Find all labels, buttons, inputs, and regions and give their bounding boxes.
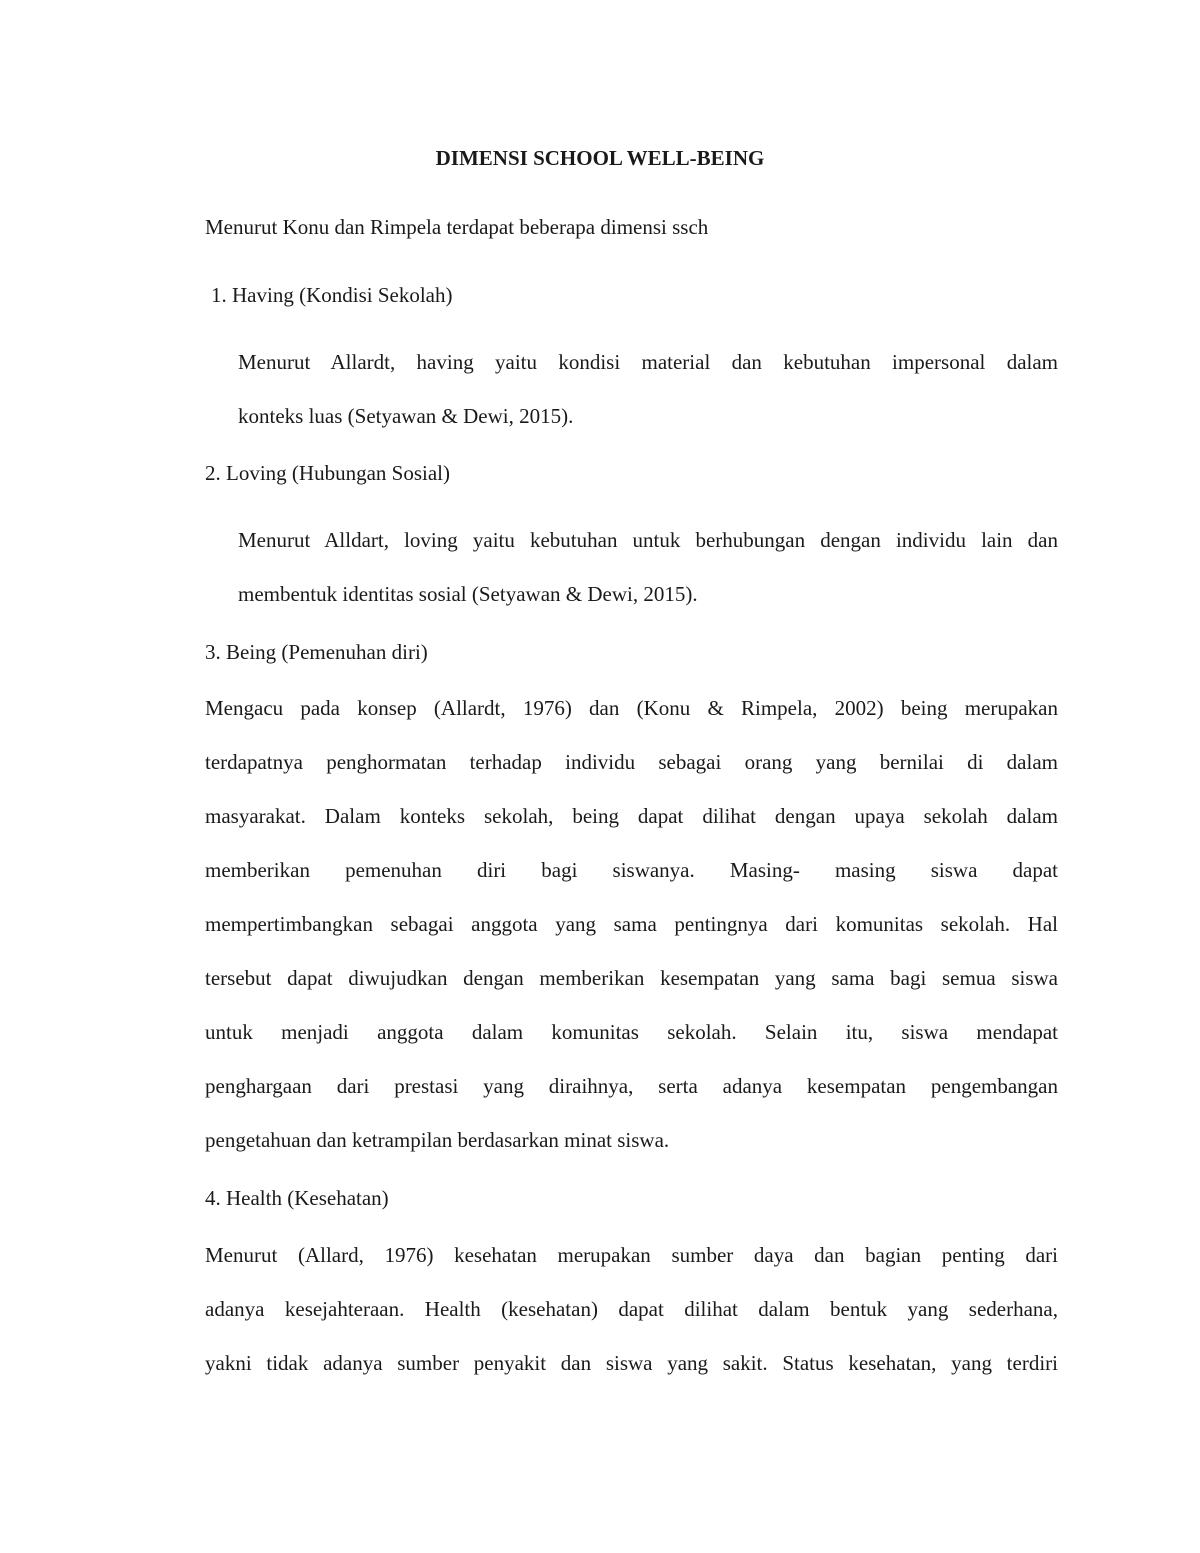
health-line-2: adanya kesejahteraan. Health (kesehatan) dapat dilihat dalam bentuk yang sederhana,	[205, 1297, 1058, 1321]
being-line-3: masyarakat. Dalam konteks sekolah, being dapat dilihat dengan upaya sekolah dalam	[205, 804, 1058, 828]
intro-paragraph: Menurut Konu dan Rimpela terdapat beberapa dimensi ssch	[205, 215, 709, 239]
health-line-1: Menurut (Allard, 1976) kesehatan merupakan sumber daya dan bagian penting dari	[205, 1243, 1058, 1267]
being-line-6: tersebut dapat diwujudkan dengan memberikan kesempatan yang sama bagi semua siswa	[205, 966, 1058, 990]
page-title: DIMENSI SCHOOL WELL-BEING	[435, 146, 765, 170]
section-heading-loving: 2. Loving (Hubungan Sosial)	[205, 461, 450, 485]
being-line-8: penghargaan dari prestasi yang diraihnya, serta adanya kesempatan pengembangan	[205, 1074, 1058, 1098]
being-line-4: memberikan pemenuhan diri bagi siswanya. Masing- masing siswa dapat	[205, 858, 1058, 882]
having-line-2: konteks luas (Setyawan & Dewi, 2015).	[238, 404, 574, 428]
health-line-3: yakni tidak adanya sumber penyakit dan siswa yang sakit. Status kesehatan, yang terdiri	[205, 1351, 1058, 1375]
being-line-1: Mengacu pada konsep (Allardt, 1976) dan (Konu & Rimpela, 2002) being merupakan	[205, 696, 1058, 720]
section-heading-being: 3. Being (Pemenuhan diri)	[205, 640, 428, 664]
being-line-7: untuk menjadi anggota dalam komunitas sekolah. Selain itu, siswa mendapat	[205, 1020, 1058, 1044]
section-heading-health: 4. Health (Kesehatan)	[205, 1186, 389, 1210]
being-line-9: pengetahuan dan ketrampilan berdasarkan minat siswa.	[205, 1128, 670, 1152]
loving-line-2: membentuk identitas sosial (Setyawan & Dewi, 2015).	[238, 582, 698, 606]
being-line-2: terdapatnya penghormatan terhadap individu sebagai orang yang bernilai di dalam	[205, 750, 1058, 774]
having-line-1: Menurut Allardt, having yaitu kondisi material dan kebutuhan impersonal dalam	[238, 350, 1058, 374]
section-heading-having: 1. Having (Kondisi Sekolah)	[211, 283, 453, 307]
being-line-5: mempertimbangkan sebagai anggota yang sama pentingnya dari komunitas sekolah. Hal	[205, 912, 1058, 936]
loving-line-1: Menurut Alldart, loving yaitu kebutuhan untuk berhubungan dengan individu lain dan	[238, 528, 1058, 552]
